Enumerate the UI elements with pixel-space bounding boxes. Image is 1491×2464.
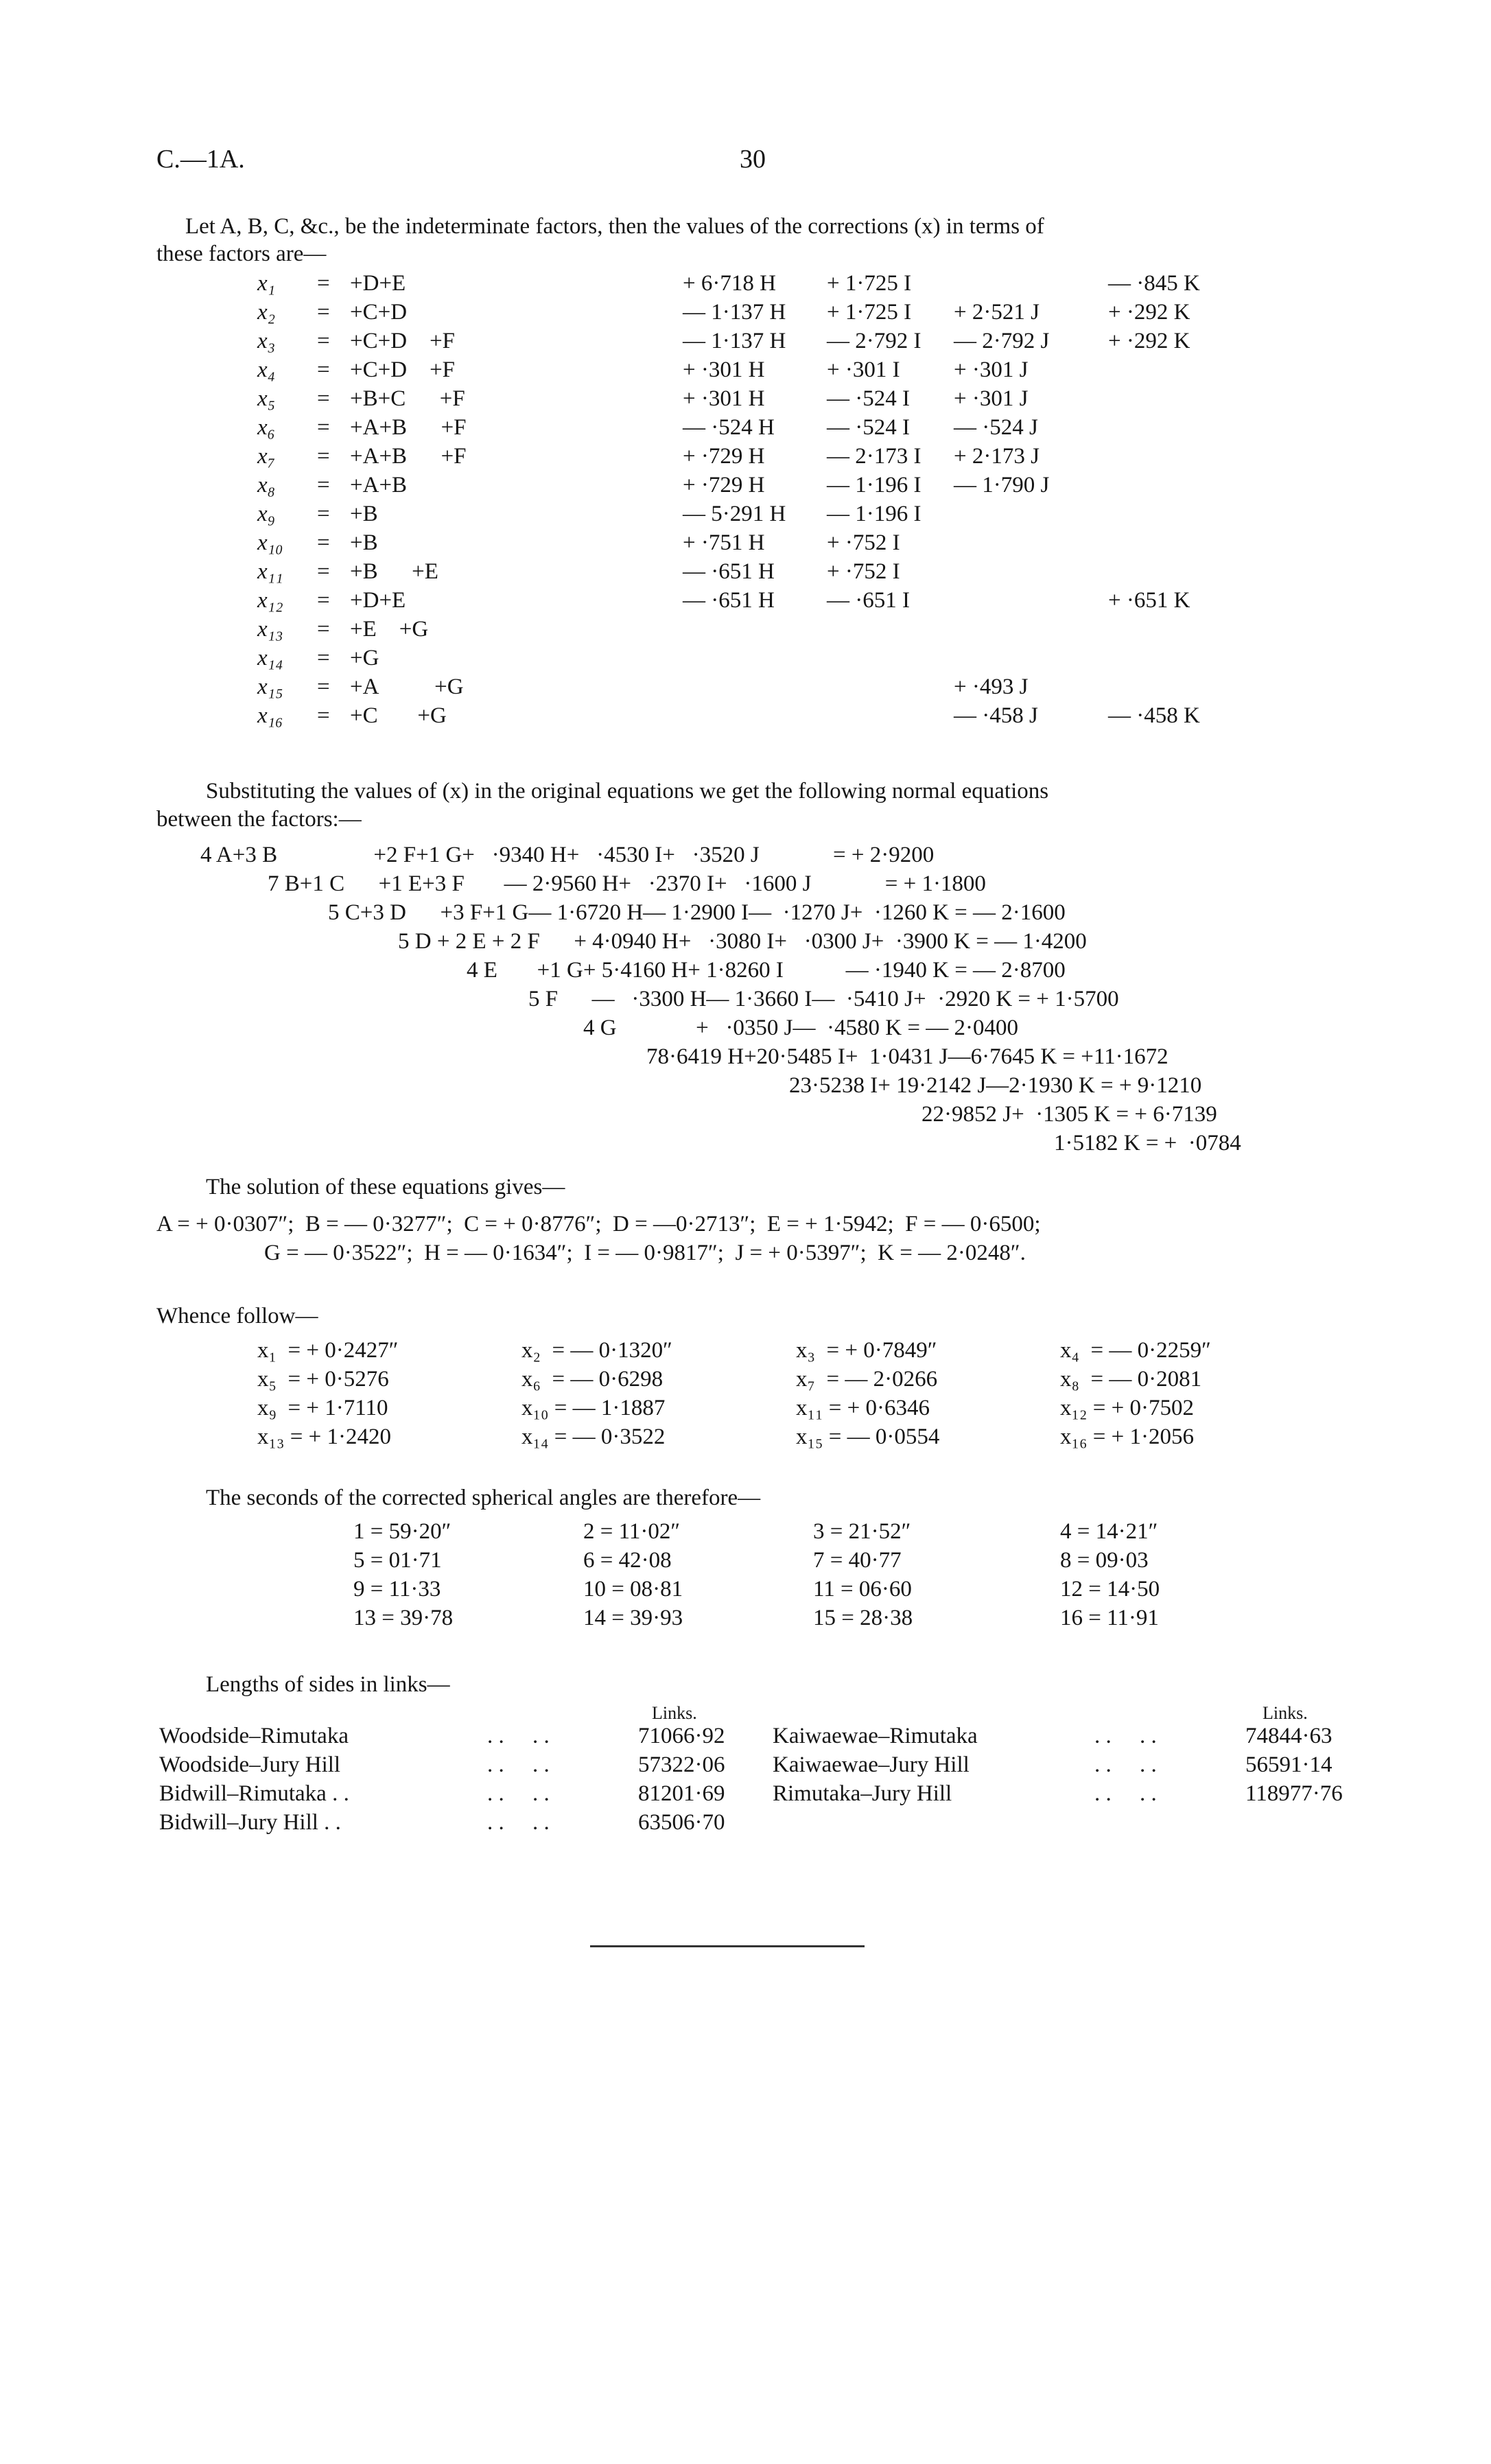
- correction-value: x₁₂ = + 0·7502: [1060, 1396, 1194, 1420]
- correction-value: x₁₅ = — 0·0554: [796, 1424, 940, 1449]
- normal-equation: 4 E +1 G+ 5·4160 H+ 1·8260 I — ·1940 K = — 2·8700: [467, 958, 1066, 983]
- correction-value: x₃ = + 0·7849″: [796, 1338, 937, 1363]
- correction-k-term: — ·845 K: [1108, 271, 1200, 296]
- side-name: Woodside–Jury Hill: [159, 1752, 341, 1777]
- angle-value: 14 = 39·93: [583, 1606, 683, 1630]
- correction-value: x₈ = — 0·2081: [1060, 1367, 1202, 1392]
- correction-k-term: + ·292 K: [1108, 329, 1190, 353]
- side-dots: . . . .: [487, 1781, 550, 1806]
- correction-h-term: — ·524 H: [683, 415, 775, 440]
- correction-equals: =: [317, 674, 330, 699]
- whence-intro: Whence follow—: [156, 1304, 318, 1328]
- normal-equation: 4 G + ·0350 J— ·4580 K = — 2·0400: [583, 1016, 1018, 1040]
- subst-line-2: between the factors:—: [156, 807, 362, 832]
- normal-equation: 4 A+3 B +2 F+1 G+ ·9340 H+ ·4530 I+ ·3520 J = + 2·9200: [200, 843, 935, 867]
- correction-i-term: + 1·725 I: [827, 300, 912, 325]
- correction-variable: x₁₆: [257, 703, 283, 728]
- correction-variable: x₈: [257, 473, 276, 497]
- running-head: C.—1A.: [156, 145, 245, 174]
- side-dots: . . . .: [487, 1724, 550, 1748]
- correction-variable: x₁₄: [257, 646, 283, 670]
- angle-value: 7 = 40·77: [813, 1548, 902, 1573]
- correction-equals: =: [317, 530, 330, 555]
- correction-j-term: + ·493 J: [954, 674, 1029, 699]
- links-header-left: Links.: [652, 1703, 697, 1723]
- intro-line-2: these factors are—: [156, 242, 327, 266]
- angle-value: 6 = 42·08: [583, 1548, 672, 1573]
- angle-value: 2 = 11·02″: [583, 1519, 681, 1544]
- subst-line-1: Substituting the values of (x) in the original equations we get the following normal equations: [206, 779, 1049, 803]
- correction-equals: =: [317, 646, 330, 670]
- correction-equals: =: [317, 329, 330, 353]
- side-name: Bidwill–Jury Hill . .: [159, 1810, 341, 1835]
- solution-line-1: A = + 0·0307″; B = — 0·3277″; C = + 0·8776″; D = —0·2713″; E = + 1·5942; F = — 0·6500;: [156, 1212, 1041, 1236]
- angle-value: 4 = 14·21″: [1060, 1519, 1158, 1544]
- correction-i-term: — ·524 I: [827, 386, 910, 411]
- normal-equation: 23·5238 I+ 19·2142 J—2·1930 K = + 9·1210: [789, 1073, 1202, 1098]
- correction-value: x₁₆ = + 1·2056: [1060, 1424, 1194, 1449]
- correction-variable: x₆: [257, 415, 276, 440]
- normal-equation: 5 F — ·3300 H— 1·3660 I— ·5410 J+ ·2920 K = + 1·5700: [528, 987, 1119, 1011]
- correction-h-term: + ·729 H: [683, 444, 765, 469]
- correction-equals: =: [317, 444, 330, 469]
- correction-variable: x₁₀: [257, 530, 283, 555]
- normal-equation: 5 D + 2 E + 2 F + 4·0940 H+ ·3080 I+ ·0300 J+ ·3900 K = — 1·4200: [398, 929, 1087, 954]
- side-dots: . . . .: [487, 1752, 550, 1777]
- correction-i-term: — 2·792 I: [827, 329, 921, 353]
- correction-value: x₁₄ = — 0·3522: [521, 1424, 666, 1449]
- corrections-table: [0, 271, 1491, 738]
- side-value: 118977·76: [1245, 1781, 1343, 1806]
- correction-equals: =: [317, 271, 330, 296]
- correction-equals: =: [317, 300, 330, 325]
- normal-equation: 7 B+1 C +1 E+3 F — 2·9560 H+ ·2370 I+ ·1600 J = + 1·1800: [268, 871, 986, 896]
- side-value: 81201·69: [638, 1781, 725, 1806]
- correction-value: x₅ = + 0·5276: [257, 1367, 389, 1392]
- correction-i-term: + 1·725 I: [827, 271, 912, 296]
- correction-factors: +B: [350, 530, 378, 555]
- correction-h-term: — 5·291 H: [683, 502, 786, 526]
- correction-variable: x₄: [257, 357, 276, 382]
- correction-i-term: + ·301 I: [827, 357, 900, 382]
- correction-variable: x₃: [257, 329, 276, 353]
- side-name: Kaiwaewae–Rimutaka: [773, 1724, 978, 1748]
- correction-variable: x₁₃: [257, 617, 283, 642]
- correction-equals: =: [317, 357, 330, 382]
- correction-factors: +B: [350, 502, 378, 526]
- correction-equals: =: [317, 473, 330, 497]
- correction-variable: x₇: [257, 444, 276, 469]
- correction-value: x₁₁ = + 0·6346: [796, 1396, 930, 1420]
- correction-factors: +C+D +F: [350, 357, 456, 382]
- correction-factors: +A+B: [350, 473, 408, 497]
- correction-h-term: + ·301 H: [683, 386, 765, 411]
- correction-factors: +C+D: [350, 300, 408, 325]
- correction-variable: x₁₂: [257, 588, 283, 613]
- correction-factors: +D+E: [350, 271, 406, 296]
- correction-i-term: — 2·173 I: [827, 444, 921, 469]
- links-header-right: Links.: [1263, 1703, 1308, 1723]
- correction-i-term: — 1·196 I: [827, 502, 921, 526]
- side-name: Kaiwaewae–Jury Hill: [773, 1752, 970, 1777]
- correction-variable: x₁: [257, 271, 276, 296]
- angle-value: 8 = 09·03: [1060, 1548, 1149, 1573]
- correction-j-term: + 2·521 J: [954, 300, 1040, 325]
- correction-h-term: + ·751 H: [683, 530, 765, 555]
- correction-value: x₇ = — 2·0266: [796, 1367, 938, 1392]
- solution-intro: The solution of these equations gives—: [206, 1175, 565, 1199]
- side-dots: . . . .: [1094, 1724, 1157, 1748]
- solution-line-2: G = — 0·3522″; H = — 0·1634″; I = — 0·9817″; J = + 0·5397″; K = — 2·0248″.: [264, 1241, 1026, 1265]
- side-value: 74844·63: [1245, 1724, 1332, 1748]
- correction-equals: =: [317, 415, 330, 440]
- correction-j-term: — 2·792 J: [954, 329, 1050, 353]
- correction-j-term: + ·301 J: [954, 386, 1029, 411]
- side-dots: . . . .: [487, 1810, 550, 1835]
- correction-value: x₉ = + 1·7110: [257, 1396, 388, 1420]
- normal-equation: 78·6419 H+20·5485 I+ 1·0431 J—6·7645 K = +11·1672: [646, 1044, 1169, 1069]
- angle-value: 16 = 11·91: [1060, 1606, 1159, 1630]
- correction-j-term: — ·524 J: [954, 415, 1038, 440]
- side-dots: . . . .: [1094, 1781, 1157, 1806]
- correction-k-term: + ·651 K: [1108, 588, 1190, 613]
- angle-value: 11 = 06·60: [813, 1577, 912, 1601]
- correction-factors: +A+B +F: [350, 444, 467, 469]
- correction-factors: +C +G: [350, 703, 447, 728]
- correction-value: x₁ = + 0·2427″: [257, 1338, 399, 1363]
- side-value: 56591·14: [1245, 1752, 1332, 1777]
- correction-h-term: — ·651 H: [683, 588, 775, 613]
- angles-grid: [0, 1519, 1491, 1643]
- correction-variable: x₂: [257, 300, 276, 325]
- correction-h-term: — 1·137 H: [683, 329, 786, 353]
- normal-equation: 22·9852 J+ ·1305 K = + 6·7139: [921, 1102, 1217, 1127]
- correction-value: x₆ = — 0·6298: [521, 1367, 664, 1392]
- correction-variable: x₁₅: [257, 674, 283, 699]
- normal-equation: 5 C+3 D +3 F+1 G— 1·6720 H— 1·2900 I— ·1270 J+ ·1260 K = — 2·1600: [328, 900, 1066, 925]
- lengths-intro: Lengths of sides in links—: [206, 1672, 450, 1697]
- correction-i-term: — ·651 I: [827, 588, 910, 613]
- side-value: 57322·06: [638, 1752, 725, 1777]
- correction-i-term: + ·752 I: [827, 559, 900, 584]
- correction-equals: =: [317, 502, 330, 526]
- correction-factors: +A+B +F: [350, 415, 467, 440]
- correction-h-term: — ·651 H: [683, 559, 775, 584]
- correction-value: x₄ = — 0·2259″: [1060, 1338, 1211, 1363]
- angle-value: 13 = 39·78: [353, 1606, 454, 1630]
- side-name: Woodside–Rimutaka: [159, 1724, 349, 1748]
- correction-k-term: — ·458 K: [1108, 703, 1200, 728]
- side-dots: . . . .: [1094, 1752, 1157, 1777]
- angle-value: 15 = 28·38: [813, 1606, 913, 1630]
- correction-factors: +A +G: [350, 674, 464, 699]
- intro-line-1: Let A, B, C, &c., be the indeterminate factors, then the values of the corrections (x) in terms of: [185, 214, 1044, 239]
- correction-h-term: — 1·137 H: [683, 300, 786, 325]
- side-name: Rimutaka–Jury Hill: [773, 1781, 952, 1806]
- correction-h-term: + ·301 H: [683, 357, 765, 382]
- correction-i-term: — ·524 I: [827, 415, 910, 440]
- correction-factors: +B+C +F: [350, 386, 465, 411]
- section-rule: [590, 1945, 865, 1947]
- lengths-table: [0, 1724, 1491, 1847]
- correction-k-term: + ·292 K: [1108, 300, 1190, 325]
- normal-equation: 1·5182 K = + ·0784: [1054, 1131, 1241, 1155]
- angles-intro: The seconds of the corrected spherical angles are therefore—: [206, 1486, 761, 1510]
- angle-value: 12 = 14·50: [1060, 1577, 1160, 1601]
- correction-j-term: + 2·173 J: [954, 444, 1040, 469]
- angle-value: 3 = 21·52″: [813, 1519, 911, 1544]
- correction-h-term: + 6·718 H: [683, 271, 776, 296]
- correction-equals: =: [317, 588, 330, 613]
- angle-value: 10 = 08·81: [583, 1577, 683, 1601]
- correction-factors: +C+D +F: [350, 329, 456, 353]
- correction-h-term: + ·729 H: [683, 473, 765, 497]
- correction-j-term: + ·301 J: [954, 357, 1029, 382]
- correction-factors: +D+E: [350, 588, 406, 613]
- side-value: 71066·92: [638, 1724, 725, 1748]
- page-number: 30: [740, 145, 766, 174]
- correction-i-term: — 1·196 I: [827, 473, 921, 497]
- angle-value: 1 = 59·20″: [353, 1519, 451, 1544]
- correction-j-term: — 1·790 J: [954, 473, 1050, 497]
- side-name: Bidwill–Rimutaka . .: [159, 1781, 349, 1806]
- correction-value: x₁₃ = + 1·2420: [257, 1424, 391, 1449]
- correction-j-term: — ·458 J: [954, 703, 1038, 728]
- correction-equals: =: [317, 386, 330, 411]
- angle-value: 5 = 01·71: [353, 1548, 442, 1573]
- correction-equals: =: [317, 559, 330, 584]
- correction-factors: +G: [350, 646, 379, 670]
- correction-factors: +E +G: [350, 617, 429, 642]
- correction-i-term: + ·752 I: [827, 530, 900, 555]
- correction-equals: =: [317, 617, 330, 642]
- correction-equals: =: [317, 703, 330, 728]
- correction-variable: x₅: [257, 386, 276, 411]
- correction-value: x₁₀ = — 1·1887: [521, 1396, 666, 1420]
- correction-variable: x₁₁: [257, 559, 283, 584]
- correction-variable: x₉: [257, 502, 276, 526]
- side-value: 63506·70: [638, 1810, 725, 1835]
- angle-value: 9 = 11·33: [353, 1577, 441, 1601]
- whence-grid: [0, 1338, 1491, 1462]
- correction-factors: +B +E: [350, 559, 438, 584]
- correction-value: x₂ = — 0·1320″: [521, 1338, 672, 1363]
